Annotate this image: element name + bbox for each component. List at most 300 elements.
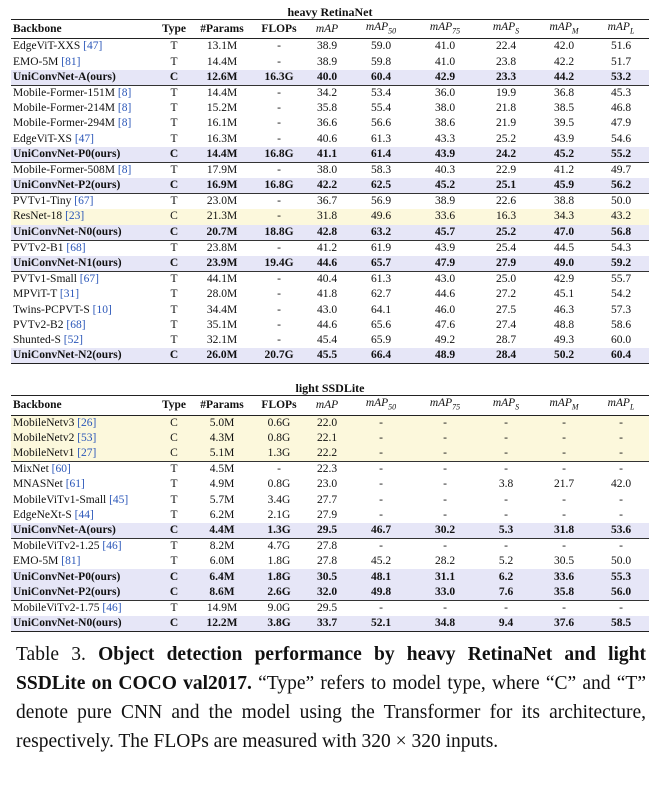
table-cell: T (170, 40, 178, 53)
table-cell: T (157, 600, 191, 616)
table-cell: T (170, 318, 178, 331)
backbone-cell (11, 600, 157, 616)
table-cell: 53.2 (593, 70, 649, 86)
table-cell: 41.2 (535, 162, 593, 178)
column-header: Type (157, 20, 191, 39)
table-cell: 27.7 (316, 493, 338, 506)
citation-link[interactable]: [61] (65, 478, 85, 491)
column-header: Type (157, 396, 191, 415)
table-row (11, 194, 649, 210)
table-cell: - (562, 508, 566, 521)
table-cell: 45.5 (305, 348, 349, 364)
table-cell: 62.7 (370, 288, 392, 301)
table-cell: 32.1M (206, 333, 238, 346)
backbone-cell (11, 225, 157, 241)
table-cell: 1.3G (253, 446, 305, 462)
backbone-name: MobileNetv2 (13, 431, 75, 444)
column-header: mAP (305, 396, 349, 415)
table-cell: 44.2 (535, 70, 593, 86)
table-cell: C (157, 178, 191, 194)
citation-link[interactable]: [53] (77, 431, 97, 444)
table-cell: - (443, 493, 447, 506)
table-cell: - (277, 132, 281, 145)
table-cell: 55.2 (593, 147, 649, 163)
table-cell: 40.6 (316, 132, 338, 145)
table-cell: 35.8 (316, 102, 338, 115)
table-cell: 61.9 (349, 240, 413, 256)
table-cell: 46.3 (553, 303, 575, 316)
backbone-cell (11, 131, 157, 146)
backbone-cell (11, 194, 157, 210)
table-cell: T (170, 493, 178, 506)
table-cell: - (349, 539, 413, 555)
table-cell: 17.9M (191, 162, 253, 178)
backbone-cell (11, 178, 157, 194)
table-cell: 49.3 (553, 333, 575, 346)
table-cell: - (504, 493, 508, 506)
table-cell: T (170, 55, 178, 68)
table-cell: 31.8 (305, 209, 349, 224)
table-cell: 16.3 (477, 209, 535, 224)
table-cell: 55.7 (593, 272, 649, 288)
table-cell: C (157, 431, 191, 446)
table-cell: 51.6 (610, 40, 632, 53)
table-cell: 25.2 (495, 132, 517, 145)
table-cell: 21.7 (553, 478, 575, 491)
table-row (11, 318, 649, 333)
table-cell: 43.3 (434, 132, 456, 145)
table-cell: 43.9 (413, 147, 477, 163)
table-cell: 50.0 (610, 555, 632, 568)
citation-link[interactable]: [52] (63, 333, 83, 346)
table-cell: 41.0 (434, 55, 456, 68)
table-cell: 44.6 (305, 256, 349, 272)
table-cell: T (170, 303, 178, 316)
table-cell: - (443, 478, 447, 491)
table-row (11, 462, 649, 478)
table-cell: - (379, 508, 383, 521)
table-cell: 30.2 (413, 523, 477, 539)
table-cell: 27.8 (316, 555, 338, 568)
backbone-cell (11, 554, 157, 569)
caption-title: Object detection performance by heavy RetinaNet and light SSDLite on COCO val2017. (16, 644, 646, 694)
table-cell: 0.6G (253, 415, 305, 431)
table-cell: 43.9 (553, 132, 575, 145)
table-cell: 26.0M (191, 348, 253, 364)
citation-link[interactable]: [8] (117, 117, 132, 130)
backbone-cell (11, 272, 157, 288)
citation-link[interactable]: [8] (117, 102, 132, 115)
table-cell: 14.9M (191, 600, 253, 616)
table-cell: 8.2M (191, 539, 253, 555)
table-cell: 55.4 (370, 102, 392, 115)
table-cell: - (253, 162, 305, 178)
table-cell: 41.0 (434, 40, 456, 53)
citation-link[interactable]: [81] (61, 555, 81, 568)
table-cell: 23.8M (191, 240, 253, 256)
table-cell: 42.0 (610, 478, 632, 491)
table-cell: C (157, 147, 191, 163)
backbone-cell (11, 508, 157, 523)
table-cell: 45.2 (535, 147, 593, 163)
column-header: mAP$_L$ (593, 396, 649, 415)
table-cell: 34.2 (305, 85, 349, 101)
backbone-cell (11, 415, 157, 431)
citation-link[interactable]: [27] (77, 447, 97, 459)
table-cell: 38.9 (413, 194, 477, 210)
table-cell: 34.8 (413, 616, 477, 632)
table-cell: 5.1M (191, 446, 253, 462)
backbone-cell (11, 446, 157, 462)
table-cell: - (349, 446, 413, 462)
backbone-name: MobileNetv3 (13, 416, 75, 429)
table-cell: - (593, 462, 649, 478)
table-cell: - (562, 493, 566, 506)
table-cell: 38.0 (434, 102, 456, 115)
table-cell: 37.6 (535, 616, 593, 632)
table-cell: 4.7G (253, 539, 305, 555)
backbone-name: UniConvNet-N0(ours) (13, 225, 122, 238)
retinanet-section (11, 6, 649, 364)
table-cell: T (170, 508, 178, 521)
table-cell: 22.6 (477, 194, 535, 210)
table-cell: 48.9 (413, 348, 477, 364)
table-cell: 6.2M (209, 508, 235, 521)
table-cell: T (157, 194, 191, 210)
table-row (11, 523, 649, 539)
table-cell: 14.4M (191, 85, 253, 101)
backbone-name: UniConvNet-A(ours) (13, 70, 116, 83)
table-cell: 34.3 (535, 209, 593, 224)
table-cell: 59.0 (370, 40, 392, 53)
table-cell: 49.2 (434, 333, 456, 346)
table-cell: 0.8G (267, 478, 291, 491)
backbone-cell (11, 39, 157, 55)
backbone-cell (11, 302, 157, 317)
table-row (11, 616, 649, 632)
table-cell: 54.2 (610, 288, 632, 301)
table-row (11, 85, 649, 101)
table-cell: 30.5 (553, 555, 575, 568)
backbone-name: EMO-5M (13, 555, 59, 568)
table-cell: 27.9 (477, 256, 535, 272)
table-cell: 60.4 (349, 70, 413, 86)
table-cell: 4.9M (209, 478, 235, 491)
backbone-cell (11, 256, 157, 272)
table-cell: 49.7 (593, 162, 649, 178)
backbone-name: EdgeViT-XXS (13, 40, 81, 53)
table-row (11, 508, 649, 523)
backbone-cell (11, 147, 157, 163)
table-cell: 22.0 (305, 415, 349, 431)
table-cell: 66.4 (349, 348, 413, 364)
table-cell: - (379, 478, 383, 491)
table-row (11, 162, 649, 178)
backbone-name: MobileNetv1 (13, 447, 75, 459)
citation-link[interactable]: [81] (61, 55, 81, 68)
table-cell: 21.9 (495, 117, 517, 130)
table-cell: - (349, 462, 413, 478)
table-cell: 43.0 (316, 303, 338, 316)
backbone-name: EMO-5M (13, 55, 59, 68)
table-cell: 3.4G (267, 493, 291, 506)
citation-link[interactable]: [23] (65, 210, 85, 223)
tables-container (11, 6, 649, 632)
table-cell: 53.4 (349, 85, 413, 101)
table-cell: 32.0 (305, 585, 349, 601)
table-cell: - (253, 240, 305, 256)
table-cell: 45.7 (413, 225, 477, 241)
table-cell: 41.8 (316, 288, 338, 301)
table-cell: 42.9 (413, 70, 477, 86)
table-cell: 23.8 (495, 55, 517, 68)
table-cell: 25.1 (477, 178, 535, 194)
table-cell: - (253, 272, 305, 288)
table-cell: T (170, 478, 178, 491)
table-cell: 6.4M (191, 569, 253, 584)
table-cell: 27.5 (495, 303, 517, 316)
table-cell: 42.0 (553, 40, 575, 53)
table-cell: - (349, 415, 413, 431)
table-cell: 19.4G (253, 256, 305, 272)
table-cell: 23.3 (477, 70, 535, 86)
table-cell: 53.6 (593, 523, 649, 539)
column-header: Backbone (11, 20, 157, 39)
citation-link[interactable]: [47] (83, 40, 103, 53)
table-cell: 4.4M (191, 523, 253, 539)
table-row (11, 70, 649, 86)
table-cell: 36.7 (305, 194, 349, 210)
table-row (11, 256, 649, 272)
table-cell: 29.5 (305, 523, 349, 539)
citation-link[interactable]: [10] (92, 303, 112, 316)
backbone-cell (11, 523, 157, 539)
citation-link[interactable]: [60] (51, 463, 71, 476)
backbone-name: EdgeNeXt-S (13, 508, 72, 521)
citation-link[interactable]: [47] (74, 132, 94, 145)
table-cell: 48.1 (349, 569, 413, 584)
table-cell: 7.6 (477, 585, 535, 601)
column-header: #Params (191, 396, 253, 415)
table-cell: 58.5 (593, 616, 649, 632)
table-cell: 28.2 (434, 555, 456, 568)
citation-link[interactable]: [67] (74, 195, 94, 208)
backbone-name: Mobile-Former-151M (13, 86, 115, 99)
citation-link[interactable]: [26] (77, 416, 97, 429)
table-cell: C (157, 256, 191, 272)
table-cell: 3.8 (498, 478, 514, 491)
table-cell: 60.0 (610, 333, 632, 346)
backbone-name: Mobile-Former-214M (13, 102, 115, 115)
table-cell: 40.3 (413, 162, 477, 178)
backbone-name: UniConvNet-P0(ours) (13, 147, 121, 160)
table-cell: - (535, 415, 593, 431)
backbone-name: MNASNet (13, 478, 63, 491)
table-cell: 28.7 (495, 333, 517, 346)
backbone-name: PVTv1-Small (13, 273, 77, 286)
table-cell: 40.0 (305, 70, 349, 86)
column-header: mAP$_M$ (535, 396, 593, 415)
citation-link[interactable]: [31] (59, 288, 80, 301)
table-cell: 44.6 (434, 288, 456, 301)
table-cell: 22.1 (305, 431, 349, 446)
column-header: mAP$_L$ (593, 20, 649, 39)
table-row (11, 585, 649, 601)
table-cell: 48.8 (553, 318, 575, 331)
table-cell: 22.9 (477, 162, 535, 178)
table-cell: 56.8 (593, 225, 649, 241)
backbone-name: EdgeViT-XS (13, 132, 72, 145)
backbone-cell (11, 85, 157, 101)
table-cell: 61.4 (349, 147, 413, 163)
citation-link[interactable]: [67] (79, 273, 99, 286)
table-cell: 55.3 (593, 569, 649, 584)
backbone-name: Twins-PCPVT-S (13, 303, 90, 316)
citation-link[interactable]: [45] (109, 493, 129, 506)
backbone-name: UniConvNet-P2(ours) (13, 179, 121, 192)
backbone-cell (11, 492, 157, 507)
table-cell: - (277, 102, 281, 115)
column-header: mAP$_{75}$ (413, 396, 477, 415)
table-cell: 61.3 (370, 132, 392, 145)
table-cell: 16.9M (191, 178, 253, 194)
backbone-cell (11, 70, 157, 86)
section-title: light SSDLite (295, 381, 365, 396)
table-cell: - (477, 415, 535, 431)
table-cell: 16.3G (253, 70, 305, 86)
table-cell: 49.8 (349, 585, 413, 601)
table-cell: C (157, 70, 191, 86)
table-cell: 2.1G (267, 508, 291, 521)
backbone-name: ResNet-18 (13, 210, 63, 223)
table-cell: 20.7M (191, 225, 253, 241)
table-cell: 47.0 (535, 225, 593, 241)
table-cell: 38.9 (316, 55, 338, 68)
table-cell: 36.6 (316, 117, 338, 130)
table-cell: - (277, 288, 281, 301)
table-cell: 44.6 (316, 318, 338, 331)
table-cell: 51.7 (610, 55, 632, 68)
citation-link[interactable]: [68] (66, 241, 86, 254)
header-row (11, 20, 649, 39)
backbone-cell (11, 54, 157, 69)
table-cell: C (157, 209, 191, 224)
table-cell: 22.4 (495, 40, 517, 53)
backbone-name: Mobile-Former-508M (13, 163, 115, 176)
table-cell: 45.3 (593, 85, 649, 101)
table-cell: 14.4M (191, 147, 253, 163)
citation-link[interactable]: [8] (117, 163, 132, 176)
column-header: #Params (191, 20, 253, 39)
backbone-cell (11, 585, 157, 601)
column-header: Backbone (11, 396, 157, 415)
table-cell: 56.9 (349, 194, 413, 210)
table-cell: 47.9 (413, 256, 477, 272)
backbone-name: UniConvNet-A(ours) (13, 523, 116, 536)
backbone-name: MixNet (13, 463, 49, 476)
ssdlite-section (11, 382, 649, 632)
citation-link[interactable]: [8] (117, 86, 132, 99)
backbone-cell (11, 209, 157, 224)
table-row (11, 477, 649, 492)
table-cell: 22.2 (305, 446, 349, 462)
backbone-cell (11, 101, 157, 116)
backbone-name: Shunted-S (13, 333, 61, 346)
backbone-cell (11, 162, 157, 178)
table-cell: T (157, 272, 191, 288)
table-cell: C (157, 225, 191, 241)
table-cell: T (157, 462, 191, 478)
backbone-cell (11, 287, 157, 302)
column-header: mAP$_{50}$ (349, 396, 413, 415)
table-row (11, 492, 649, 507)
backbone-name: PVTv2-B2 (13, 318, 64, 331)
table-row (11, 539, 649, 555)
table-cell: 27.8 (305, 539, 349, 555)
backbone-name: Mobile-Former-294M (13, 117, 115, 130)
backbone-name: UniConvNet-N2(ours) (13, 349, 122, 362)
table-row (11, 209, 649, 224)
table-cell: 25.2 (477, 225, 535, 241)
table-cell: T (170, 555, 178, 568)
table-cell: - (349, 431, 413, 446)
table-cell: 22.3 (305, 462, 349, 478)
table-cell: 44.1M (191, 272, 253, 288)
table-cell: 4.5M (191, 462, 253, 478)
table-cell: 0.8G (253, 431, 305, 446)
table-cell: 45.1 (553, 288, 575, 301)
citation-link[interactable]: [46] (102, 601, 122, 614)
table-cell: 33.6 (413, 209, 477, 224)
table-cell: - (535, 462, 593, 478)
retinanet-table (11, 19, 649, 364)
table-row (11, 240, 649, 256)
table-cell: 47.6 (434, 318, 456, 331)
table-cell: 5.2 (498, 555, 514, 568)
table-row (11, 101, 649, 116)
table-cell: - (535, 539, 593, 555)
table-cell: 1.3G (253, 523, 305, 539)
column-header: FLOPs (253, 396, 305, 415)
table-cell: T (157, 85, 191, 101)
table-row (11, 431, 649, 446)
citation-link[interactable]: [68] (66, 318, 86, 331)
table-cell: 43.2 (593, 209, 649, 224)
table-cell: 56.6 (370, 117, 392, 130)
table-cell: 49.0 (535, 256, 593, 272)
table-cell: 18.8G (253, 225, 305, 241)
table-cell: 16.1M (206, 117, 238, 130)
table-cell: T (170, 333, 178, 346)
citation-link[interactable]: [44] (74, 508, 94, 521)
table-cell: 38.8 (535, 194, 593, 210)
table-cell: 14.4M (206, 55, 238, 68)
backbone-name: MobileViTv1-Small (13, 493, 107, 506)
citation-link[interactable]: [46] (102, 540, 122, 553)
table-cell: 6.2 (477, 569, 535, 584)
table-cell: - (593, 431, 649, 446)
table-cell: 25.4 (477, 240, 535, 256)
table-cell: T (157, 162, 191, 178)
ssdlite-table (11, 395, 649, 632)
table-cell: - (477, 600, 535, 616)
table-cell: 64.1 (370, 303, 392, 316)
table-cell: T (157, 240, 191, 256)
table-row (11, 131, 649, 146)
table-cell: 23.0M (191, 194, 253, 210)
table-cell: - (477, 446, 535, 462)
table-cell: 1.8G (267, 555, 291, 568)
